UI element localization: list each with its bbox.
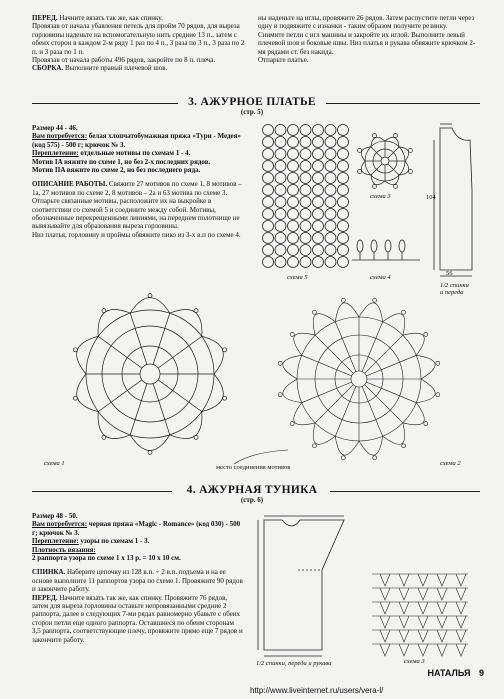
paragraph: ны наденьте на иглы, провяжите 26 рядов. Затем распустите петли через одну и подвяжите с изнанки - таким образом получите резинку. [258,14,475,31]
top-right-text [258,14,480,64]
paragraph: ОПИСАНИЕ РАБОТЫ. Свяжите 27 мотивов по схеме 1, 8 мотивов – 1а, 27 мотивов по схеме 2, 8 мотивов – 2а и 63 мотива по схеме 3. [32,180,242,197]
pattern-label: 1/2 спинки и переда [440,282,469,296]
join-label: место соединения мотивов [216,464,291,471]
scheme5-grid [262,124,350,272]
tunic-scheme3-label: схема 3 [404,658,425,665]
paragraph: ПЕРЕД. Начните вязать так же, как спинку. Провяжите 76 рядов, затем для выреза горловины оставьте непровязанными средние 2 раппорта, далее в следующих 7-ми рядах равномерно убавьте с обеих сторон петли еще одного раппорта. Оставшиеся по обеим сторонам 3,5 раппорта, соответствующие плечу, провяжите прямо еще 7 рядов и закончите работу. [32,593,243,644]
scheme2-diagram [266,286,452,472]
motif-note: Мотив IA вяжите по схеме 1, но без 2-х последних рядов. [32,157,211,166]
tunic-label: 1/2 спинки, переда и рукава [256,660,332,667]
paragraph: СПИНКА. Наберите цепочку из 128 в.п. ÷ 2 в.п. подъема и на ее основе выполните 11 раппортов узора по схеме 1. Провяжите 90 рядов и закончите работу. [32,568,243,594]
patterns: Переплетение: отдельные мотивы по схемам 1 - 4. [32,149,191,158]
size: Размер 48 - 50. [32,512,78,520]
source-url: http://www.liveinternet.ru/users/vera-l/ [250,686,384,695]
paragraph: Снимите петли с игл машины и закройте их иглой. Выполните левый плечевой шов и боковые швы. Низ платья и рукава обвяжите крючком 2-мя рядами ст. без накида. [258,30,476,56]
paragraph: ПЕРЕД. Начните вязать так же, как спинку. [32,14,163,22]
magazine-name: НАТАЛЬЯ [427,668,471,678]
scheme2-label: схема 2 [440,460,461,467]
scheme4-label: схема 4 [370,274,391,281]
page-footer [427,668,484,678]
paragraph: Отпарьте платье. [258,56,309,65]
join-arrow [232,448,292,468]
density: Плотность вязания: [32,545,96,554]
page-number: 9 [478,668,484,678]
section-title: 4. АЖУРНАЯ ТУНИКА (стр. 6) [186,484,318,504]
density-value: 2 раппорта узора по схеме 1 х 13 р. = 10 х 10 см. [32,554,181,563]
size: Размер 44 - 46. [32,124,78,132]
paragraph: Низ платья, горловину и проймы обвяжите пико из 3-х в.п по схеме 4. [32,230,241,239]
dim-width: 56 [446,270,453,277]
scheme4-diagram [352,236,422,266]
paragraph: Отпарьте связанные мотивы, расположите их на выкройке в соответствии со схемой 5 и соедините между собой. Мотивы, обозначенные перекрещенными линиями, на переднем полотнище не вывязывайте для образования выреза горловины. [32,197,240,231]
paragraph: Провязав от начала работы 496 рядов, закройте по 8 п. плеча. [32,56,216,65]
scheme1-label: схема 1 [44,460,65,467]
scheme3-diagram [352,128,418,194]
section1-text [32,124,244,239]
dim-height: 104 [426,194,436,201]
paragraph: Провязав от начала убавления петель для пройм 70 рядов, для выреза горловины наденьте на вспомогательную нить средние 13 п., затем с обеих сторон в каждом 2-м ряду 1 раз по 4 п., 3 раза по 3 п., 3 раза по 2 п. и 3 раза по 1 п. [32,22,245,56]
materials: Вам потребуется: черная пряжа «Magic - Romance» (код 030) - 500 г; крючок № 3. [32,520,241,537]
scheme3-label: схема 3 [370,193,391,200]
section2-text [32,512,244,644]
paragraph: СБОРКА. Выполните правый плечевой шов. [32,64,168,73]
motif-note: Мотив IIA вяжите по схеме 2, но без последнего ряда. [32,166,201,175]
scheme1-diagram [58,282,242,466]
section-title: 3. АЖУРНОЕ ПЛАТЬЕ (стр. 5) [188,96,316,116]
top-left-text [32,14,248,73]
materials: Вам потребуется: белая хлопчатобумажная пряжа «Тури - Медея» (код 575) - 500 г; крючок № 3. [32,132,241,149]
tunic-pattern [252,510,360,660]
scheme5-label: схема 5 [287,274,308,281]
tunic-scheme3 [372,566,472,656]
patterns: Переплетение: узоры по схемам 1 - 3. [32,537,150,546]
